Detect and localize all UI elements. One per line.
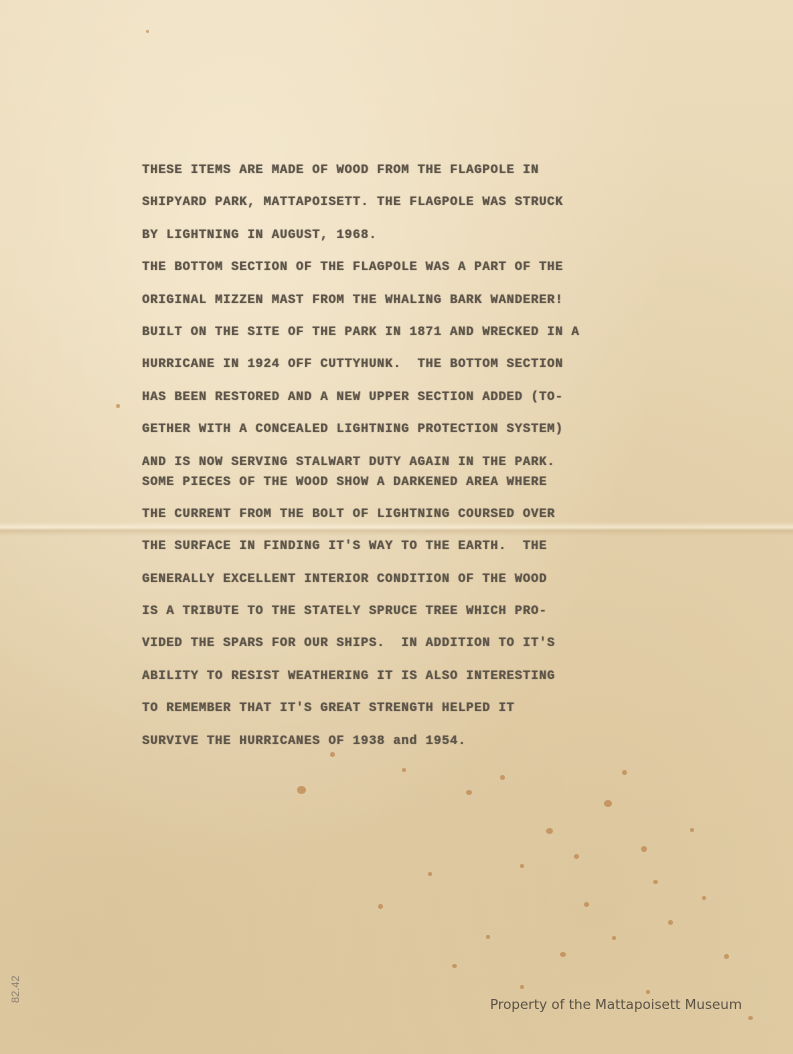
body-line: HAS BEEN RESTORED AND A NEW UPPER SECTION ADDED (TO- <box>142 389 564 404</box>
body-line: THESE ITEMS ARE MADE OF WOOD FROM THE FLAGPOLE IN <box>142 163 539 177</box>
body-line: THE CURRENT FROM THE BOLT OF LIGHTNING COURSED OVER <box>142 506 556 521</box>
body-line: ORIGINAL MIZZEN MAST FROM THE WHALING BARK WANDERER! <box>142 292 564 307</box>
body-line: SOME PIECES OF THE WOOD SHOW A DARKENED AREA WHERE <box>142 474 548 489</box>
museum-watermark: Property of the Mattapoisett Museum <box>490 997 742 1013</box>
body-line: HURRICANE IN 1924 OFF CUTTYHUNK. THE BOTTOM SECTION <box>142 357 564 372</box>
catalog-number: 82.42 <box>10 975 22 1003</box>
body-line: GETHER WITH A CONCEALED LIGHTNING PROTECTION SYSTEM) <box>142 422 564 437</box>
body-line: THE SURFACE IN FINDING IT'S WAY TO THE EARTH. THE <box>142 539 548 554</box>
body-line: SURVIVE THE HURRICANES OF 1938 and 1954. <box>142 733 467 748</box>
body-line: AND IS NOW SERVING STALWART DUTY AGAIN IN THE PARK. <box>142 454 556 469</box>
typewritten-body <box>142 160 662 763</box>
body-line: BUILT ON THE SITE OF THE PARK IN 1871 AND WRECKED IN A <box>142 324 580 339</box>
body-line: TO REMEMBER THAT IT'S GREAT STRENGTH HELPED IT <box>142 701 515 716</box>
body-line: GENERALLY EXCELLENT INTERIOR CONDITION OF THE WOOD <box>142 571 548 586</box>
body-line: BY LIGHTNING IN AUGUST, 1968. <box>142 227 377 242</box>
body-line: SHIPYARD PARK, MATTAPOISETT. THE FLAGPOLE WAS STRUCK <box>142 195 564 210</box>
body-line: THE BOTTOM SECTION OF THE FLAGPOLE WAS A PART OF THE <box>142 260 564 275</box>
body-line: ABILITY TO RESIST WEATHERING IT IS ALSO INTERESTING <box>142 668 556 683</box>
body-line: IS A TRIBUTE TO THE STATELY SPRUCE TREE WHICH PRO- <box>142 604 548 619</box>
body-line: VIDED THE SPARS FOR OUR SHIPS. IN ADDITION TO IT'S <box>142 636 556 651</box>
